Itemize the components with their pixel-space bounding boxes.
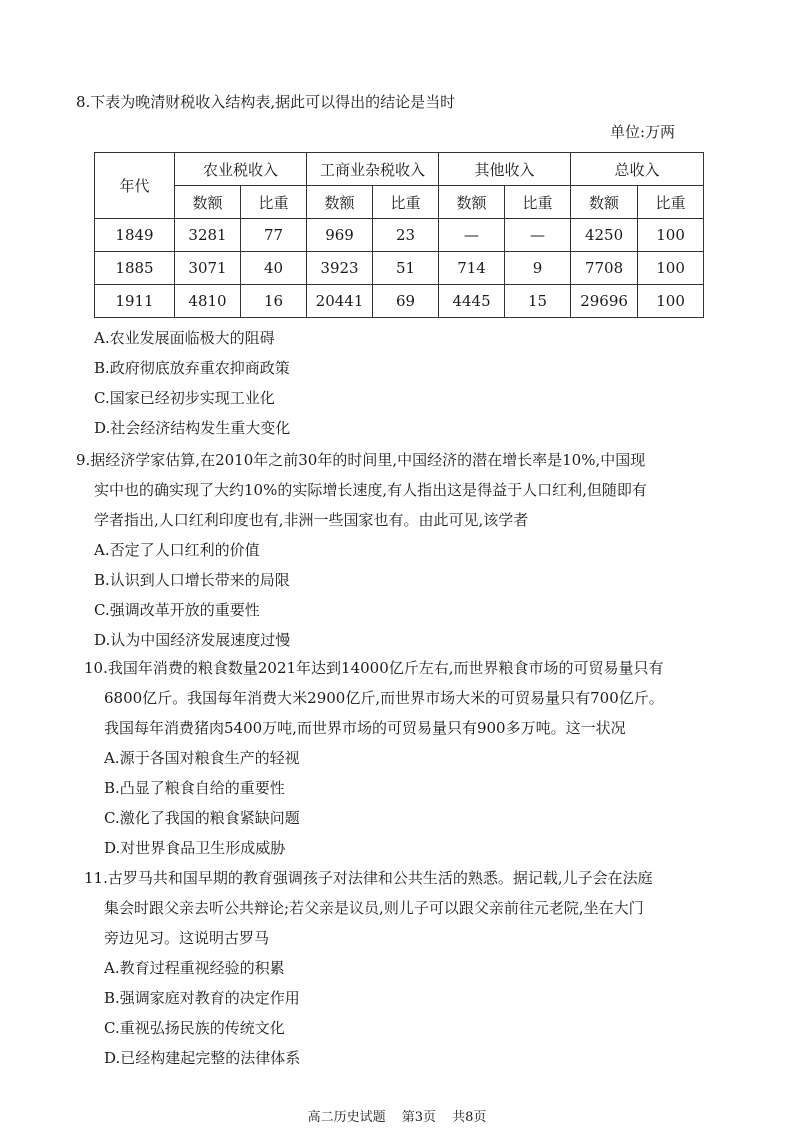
table-cell: 1849 [95, 219, 175, 252]
table-row [95, 219, 704, 252]
q11-option-d: D.已经构建起完整的法律体系 [104, 1049, 301, 1067]
table-cell: 1911 [95, 285, 175, 318]
table-cell: 20441 [307, 285, 373, 318]
q9-stem-line: 学者指出,人口红利印度也有,非洲一些国家也有。由此可见,该学者 [94, 511, 529, 529]
q8-option-c: C.国家已经初步实现工业化 [94, 389, 275, 407]
q10-option-b: B.凸显了粮食自给的重要性 [104, 779, 285, 797]
header-total: 总收入 [571, 153, 704, 186]
q9-option-a: A.否定了人口红利的价值 [94, 541, 260, 559]
q9-option-b: B.认识到人口增长带来的局限 [94, 571, 290, 589]
q10-stem-line: 我国每年消费猪肉5400万吨,而世界市场的可贸易量只有900多万吨。这一状况 [104, 719, 626, 737]
table-cell: 23 [373, 219, 439, 252]
q8-option-b: B.政府彻底放弃重农抑商政策 [94, 359, 290, 377]
subheader: 数额 [175, 186, 241, 219]
table-cell: 100 [638, 219, 704, 252]
table-cell: 7708 [571, 252, 638, 285]
table-cell: 100 [638, 252, 704, 285]
q8-option-d: D.社会经济结构发生重大变化 [94, 419, 291, 437]
unit-label: 单位:万两 [610, 123, 676, 141]
q11-stem-line: 集会时跟父亲去听公共辩论;若父亲是议员,则儿子可以跟父亲前往元老院,坐在大门 [104, 899, 644, 917]
q9-stem-line: 实中也的确实现了大约10%的实际增长速度,有人指出这是得益于人口红利,但随即有 [94, 481, 647, 499]
page-footer [0, 1106, 794, 1125]
q8-option-a: A.农业发展面临极大的阻碍 [94, 329, 275, 347]
table-row [95, 285, 704, 318]
income-table [94, 152, 704, 318]
subheader: 数额 [439, 186, 505, 219]
table-cell: 51 [373, 252, 439, 285]
table-cell: 77 [241, 219, 307, 252]
q11-option-b: B.强调家庭对教育的决定作用 [104, 989, 300, 1007]
q10-option-c: C.激化了我国的粮食紧缺问题 [104, 809, 300, 827]
table-cell: 15 [505, 285, 571, 318]
table-cell: 29696 [571, 285, 638, 318]
q11-stem-line: 11.古罗马共和国早期的教育强调孩子对法律和公共生活的熟悉。据记载,儿子会在法庭 [84, 869, 653, 887]
header-commerce: 工商业杂税收入 [307, 153, 439, 186]
q10-stem-line: 10.我国年消费的粮食数量2021年达到14000亿斤左右,而世界粮食市场的可贸易量只有 [84, 659, 664, 677]
q9-option-d: D.认为中国经济发展速度过慢 [94, 631, 291, 649]
subheader: 数额 [571, 186, 638, 219]
table-cell: 16 [241, 285, 307, 318]
subheader: 比重 [241, 186, 307, 219]
footer-page: 第3页 [401, 1110, 436, 1125]
table-cell: 69 [373, 285, 439, 318]
q9-stem-line: 9.据经济学家估算,在2010年之前30年的时间里,中国经济的潜在增长率是10%,中国现 [76, 451, 646, 469]
table-cell: 1885 [95, 252, 175, 285]
q11-option-c: C.重视弘扬民族的传统文化 [104, 1019, 285, 1037]
table-cell: 969 [307, 219, 373, 252]
table-cell: 3071 [175, 252, 241, 285]
header-agri: 农业税收入 [175, 153, 307, 186]
table-cell: — [439, 219, 505, 252]
footer-subject: 高二历史试题 [307, 1110, 386, 1125]
table-cell: 4250 [571, 219, 638, 252]
q11-stem-line: 旁边见习。这说明古罗马 [104, 929, 270, 947]
table-cell: 3923 [307, 252, 373, 285]
table-cell: 714 [439, 252, 505, 285]
q8-stem: 8.下表为晚清财税收入结构表,据此可以得出的结论是当时 [76, 93, 456, 111]
subheader: 比重 [373, 186, 439, 219]
q10-option-a: A.源于各国对粮食生产的轻视 [104, 749, 300, 767]
table-cell: 100 [638, 285, 704, 318]
subheader: 比重 [638, 186, 704, 219]
q11-option-a: A.教育过程重视经验的积累 [104, 959, 285, 977]
table-cell: — [505, 219, 571, 252]
table-row [95, 252, 704, 285]
header-year: 年代 [95, 153, 175, 219]
header-other: 其他收入 [439, 153, 571, 186]
q10-stem-line: 6800亿斤。我国每年消费大米2900亿斤,而世界市场大米的可贸易量只有700亿斤。 [104, 689, 664, 707]
q9-option-c: C.强调改革开放的重要性 [94, 601, 260, 619]
table-cell: 40 [241, 252, 307, 285]
table-cell: 3281 [175, 219, 241, 252]
subheader: 比重 [505, 186, 571, 219]
table-cell: 4445 [439, 285, 505, 318]
footer-total: 共8页 [452, 1110, 487, 1125]
q10-option-d: D.对世界食品卫生形成威胁 [104, 839, 286, 857]
table-cell: 4810 [175, 285, 241, 318]
subheader: 数额 [307, 186, 373, 219]
table-cell: 9 [505, 252, 571, 285]
